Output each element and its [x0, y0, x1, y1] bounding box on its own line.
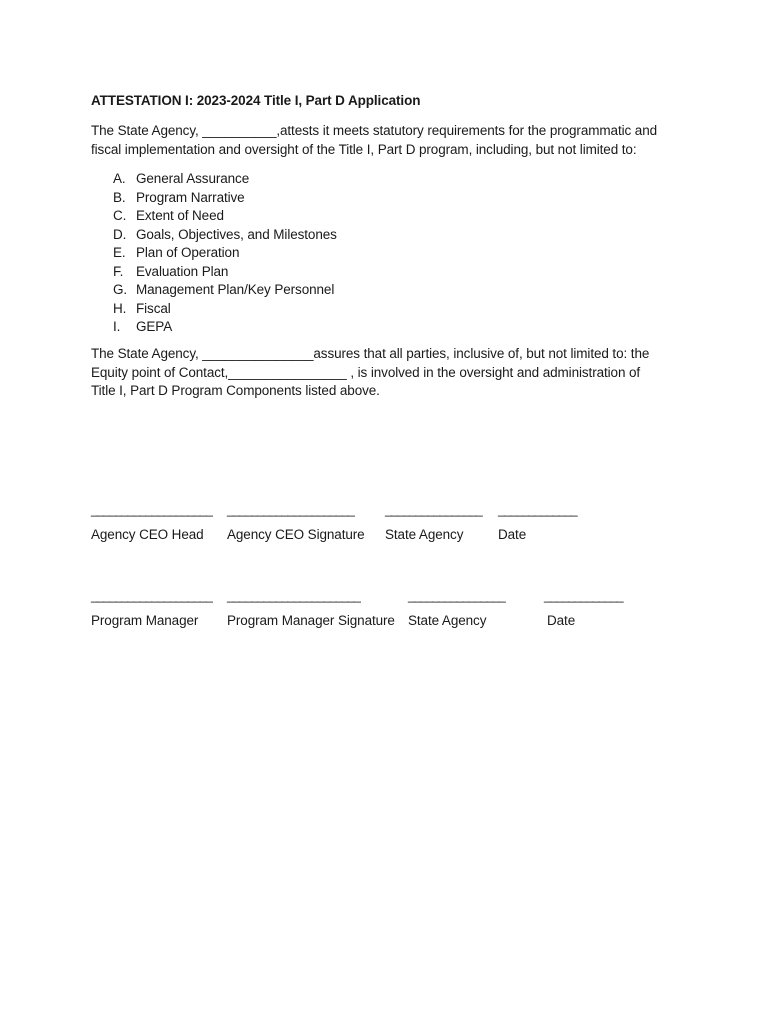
paragraph-line: fiscal implementation and oversight of the Title I, Part D program, including, but not limited to: [91, 141, 637, 157]
signature-label: Agency CEO Head [91, 527, 204, 542]
signature-label: Program Manager [91, 613, 199, 628]
list-item-text: GEPA [136, 319, 173, 334]
page-title: ATTESTATION I: 2023-2024 Title I, Part D Application [91, 93, 421, 108]
list-item [113, 226, 337, 245]
list-marker: A. [113, 171, 126, 186]
signature-field-ceo-signature[interactable] [227, 502, 365, 544]
list-marker: B. [113, 189, 126, 205]
list-item [113, 189, 337, 208]
list-item [113, 244, 337, 263]
list-item-text: Extent of Need [136, 208, 224, 223]
signature-field-date[interactable] [544, 588, 622, 630]
requirements-list [113, 170, 337, 337]
signature-row-ceo [0, 502, 770, 562]
signature-field-state-agency[interactable] [385, 502, 481, 544]
paragraph-line: The State Agency, __________,attests it meets statutory requirements for the programmatic and [91, 123, 658, 138]
list-item-text: Goals, Objectives, and Milestones [136, 226, 337, 242]
list-marker: E. [113, 245, 126, 260]
signature-line[interactable]: ______________________ [227, 588, 360, 603]
signature-label: State Agency [408, 613, 487, 628]
list-item [113, 263, 337, 282]
list-marker: C. [113, 208, 127, 223]
signature-label: Date [498, 527, 527, 542]
list-item-text: Plan of Operation [136, 245, 240, 260]
signature-label: Program Manager Signature [227, 613, 395, 628]
list-item [113, 207, 337, 226]
list-item [113, 300, 337, 319]
paragraph-line: Title I, Part D Program Components listed above. [91, 383, 380, 398]
signature-line[interactable]: ________________ [408, 588, 505, 603]
paragraph-line: The State Agency, _______________assures that all parties, inclusive of, but not limited to: the [91, 346, 650, 361]
signature-label: Date [547, 613, 576, 628]
signature-field-ceo-head[interactable] [91, 502, 212, 544]
signature-line[interactable]: ____________________ [91, 588, 212, 603]
signature-field-state-agency[interactable] [408, 588, 504, 630]
list-marker: D. [113, 226, 127, 242]
list-item-text: Evaluation Plan [136, 263, 229, 279]
signature-line[interactable]: ________________ [385, 502, 482, 517]
signature-field-program-manager[interactable] [91, 588, 212, 630]
list-item [113, 281, 337, 300]
list-marker: F. [113, 263, 124, 279]
paragraph-line: Equity point of Contact,________________ , is involved in the oversight and administration of [91, 364, 641, 380]
list-item-text: Management Plan/Key Personnel [136, 282, 335, 297]
attestation-paragraph [91, 122, 681, 159]
list-marker: I. [113, 319, 121, 334]
list-item-text: Fiscal [136, 300, 171, 316]
list-marker: H. [113, 300, 127, 316]
signature-field-program-manager-signature[interactable] [227, 588, 395, 630]
assurance-paragraph [91, 345, 671, 401]
signature-line[interactable]: ____________________ [91, 502, 212, 517]
signature-line[interactable]: _____________________ [227, 502, 354, 517]
list-marker: G. [113, 282, 128, 297]
list-item [113, 170, 337, 189]
signature-line[interactable]: _____________ [544, 588, 623, 603]
signature-field-date[interactable] [498, 502, 576, 544]
signature-label: Agency CEO Signature [227, 527, 365, 542]
list-item-text: Program Narrative [136, 189, 245, 205]
signature-line[interactable]: _____________ [498, 502, 577, 517]
signature-row-program-manager [0, 588, 770, 648]
list-item [113, 318, 337, 337]
signature-label: State Agency [385, 527, 464, 542]
list-item-text: General Assurance [136, 171, 250, 186]
